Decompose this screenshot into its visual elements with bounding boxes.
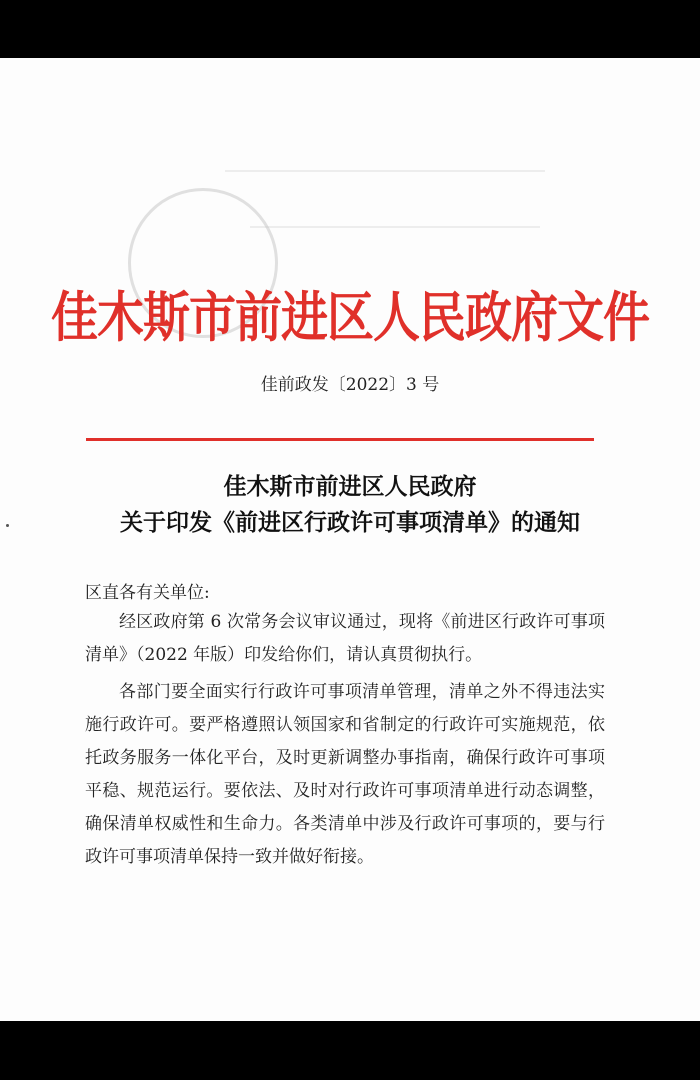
show-through-line xyxy=(225,170,545,172)
red-divider xyxy=(86,438,594,441)
paragraph-1: 经区政府第 6 次常务会议审议通过，现将《前进区行政许可事项清单》（2022 年版）印发给你们，请认真贯彻执行。 xyxy=(85,612,605,665)
title-line-2: 关于印发《前进区行政许可事项清单》的通知 xyxy=(120,509,580,536)
issuer-header: 佳木斯市前进区人民政府文件 xyxy=(51,286,649,350)
paragraph-2: 各部门要全面实行行政许可事项清单管理，清单之外不得违法实施行政许可。要严格遵照认领国家和省制定的行政许可实施规范，依托政务服务一体化平台，及时更新调整办事指南，确保行政许可事项平稳、规范运行。要依法、及时对行政许可事项清单进行动态调整，确保清单权威性和生命力。各类清单中涉及行政许可事项的，要与行政许可事项清单保持一致并做好衔接。 xyxy=(85,682,605,867)
document-number: 佳前政发〔2022〕3 号 xyxy=(260,375,440,395)
salutation: 区直各有关单位: xyxy=(85,583,210,603)
document-page xyxy=(0,58,700,1021)
show-through-line xyxy=(250,226,540,228)
title-line-1: 佳木斯市前进区人民政府 xyxy=(223,473,477,500)
